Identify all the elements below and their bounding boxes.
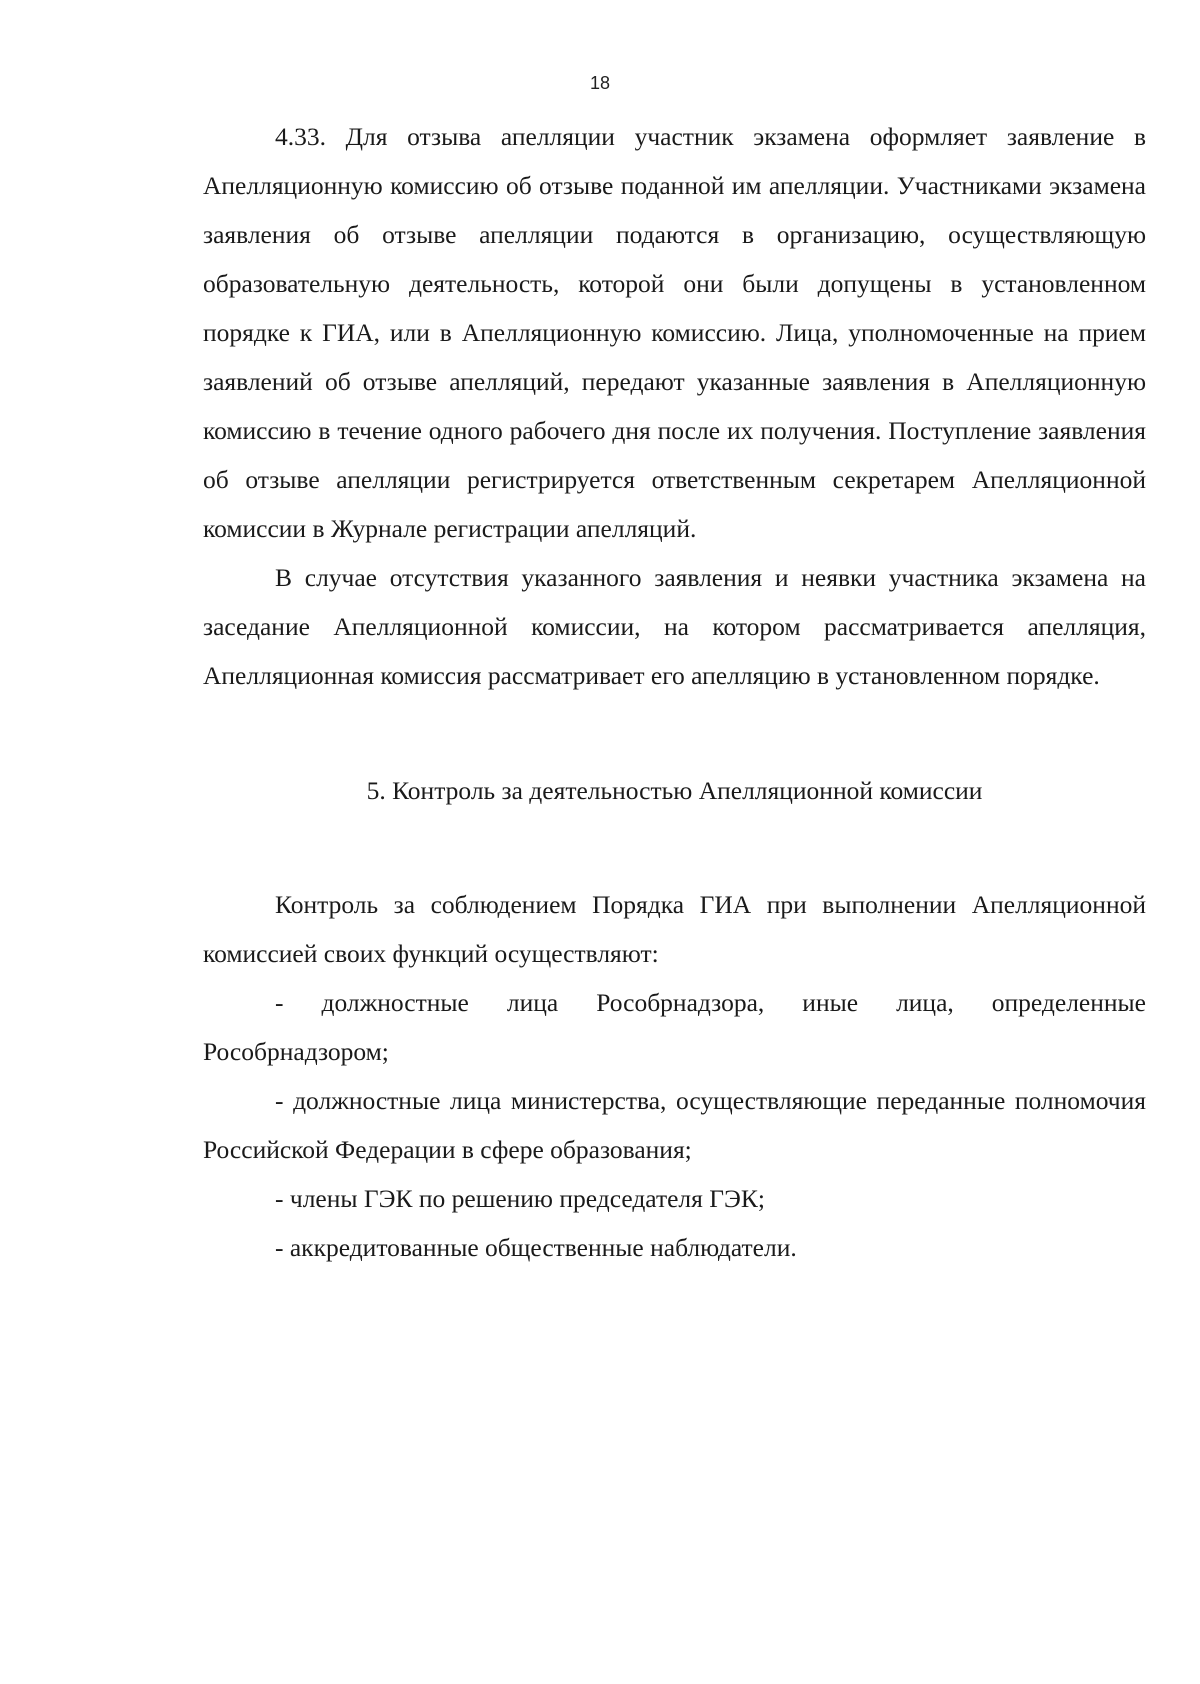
page-content <box>203 112 1146 1272</box>
paragraph-control-intro: Контроль за соблюдением Порядка ГИА при выполнении Апелляционной комиссией своих функций осуществляют: <box>203 890 1146 968</box>
paragraph-absence-of-statement: В случае отсутствия указанного заявления и неявки участника экзамена на заседание Апелляционной комиссии, на котором рассматривается апелляция, Апелляционная комиссия рассматривает его апелляцию в установленном порядке. <box>203 563 1146 690</box>
section-5-heading: 5. Контроль за деятельностью Апелляционной комиссии <box>366 776 983 805</box>
page-number: 18 <box>589 73 611 93</box>
list-item-ministry: - должностные лица министерства, осуществляющие переданные полномочия Российской Федерации в сфере образования; <box>203 1086 1146 1164</box>
list-item-rosobrnadzor: - должностные лица Рособрнадзора, иные лица, определенные Рособрнадзором; <box>203 988 1146 1066</box>
list-item-observers: - аккредитованные общественные наблюдатели. <box>275 1233 797 1262</box>
paragraph-4-33: 4.33. Для отзыва апелляции участник экзамена оформляет заявление в Апелляционную комиссию об отзыве поданной им апелляции. Участниками экзамена заявления об отзыве апелляции подаются в организацию, осуществляющую образовательную деятельность, которой они были допущены в установленном порядке к ГИА, или в Апелляционную комиссию. Лица, уполномоченные на прием заявлений об отзыве апелляций, передают указанные заявления в Апелляционную комиссию в течение одного рабочего дня после их получения. Поступление заявления об отзыве апелляции регистрируется ответственным секретарем Апелляционной комиссии в Журнале регистрации апелляций. <box>203 122 1146 543</box>
list-item-gek-members: - члены ГЭК по решению председателя ГЭК; <box>275 1184 765 1213</box>
